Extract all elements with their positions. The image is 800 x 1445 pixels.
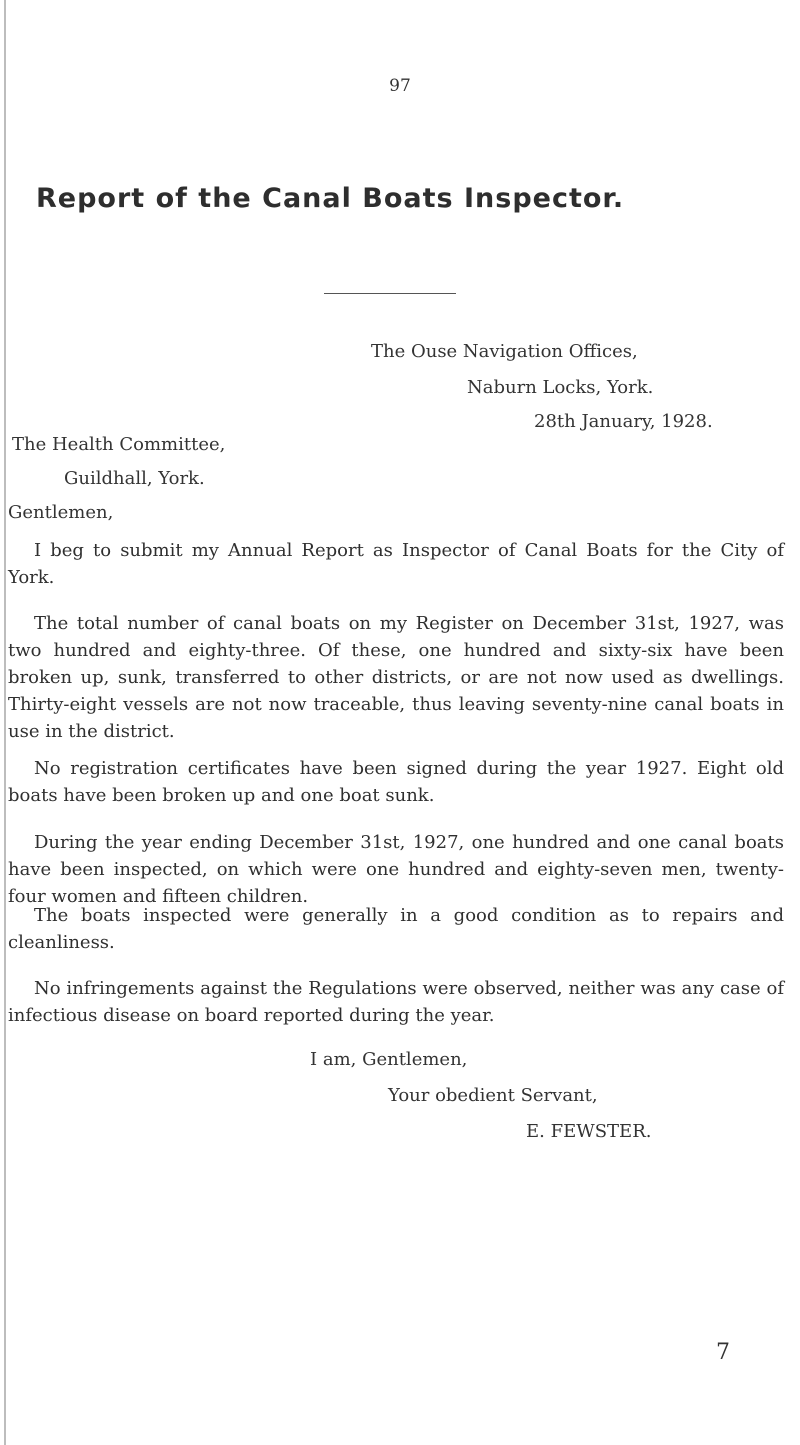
recipient-line2: Guildhall, York.	[64, 468, 205, 489]
footer-page-number: 7	[716, 1340, 730, 1365]
page-edge	[4, 0, 6, 1445]
sender-address-line1: The Ouse Navigation Offices,	[371, 341, 638, 362]
letter-date: 28th January, 1928.	[534, 411, 713, 432]
paragraph-intro: I beg to submit my Annual Report as Inspector of Canal Boats for the City of York.	[8, 540, 784, 588]
salutation: Gentlemen,	[8, 502, 114, 523]
paragraph-infringements: No infringements against the Regulations were observed, neither was any case of infectious disease on board reported during the year.	[8, 978, 784, 1026]
signature: E. FEWSTER.	[526, 1121, 652, 1142]
page-number: 97	[389, 76, 411, 96]
paragraph-condition: The boats inspected were generally in a good condition as to repairs and cleanliness.	[8, 905, 784, 953]
paragraph-registration: No registration certificates have been signed during the year 1927. Eight old boats have been broken up and one boat sunk.	[8, 758, 784, 806]
recipient-line1: The Health Committee,	[12, 434, 226, 455]
closing-line1: I am, Gentlemen,	[310, 1049, 468, 1070]
paragraph-register: The total number of canal boats on my Register on December 31st, 1927, was two hundred and eighty-three. Of these, one hundred and sixty-six have been broken up, sunk, transferred to other districts, or are not now used as dwellings. Thirty-eight vessels are not now traceable, thus leaving seventy-nine canal boats in use in the district.	[8, 613, 784, 742]
sender-address-line2: Naburn Locks, York.	[467, 377, 654, 398]
paragraph-inspections: During the year ending December 31st, 1927, one hundred and one canal boats have been inspected, on which were one hundred and eighty-seven men, twenty-four women and fifteen children.	[8, 832, 784, 907]
title-divider	[324, 293, 456, 294]
closing-line2: Your obedient Servant,	[388, 1085, 598, 1106]
page-title: Report of the Canal Boats Inspector.	[36, 183, 625, 214]
